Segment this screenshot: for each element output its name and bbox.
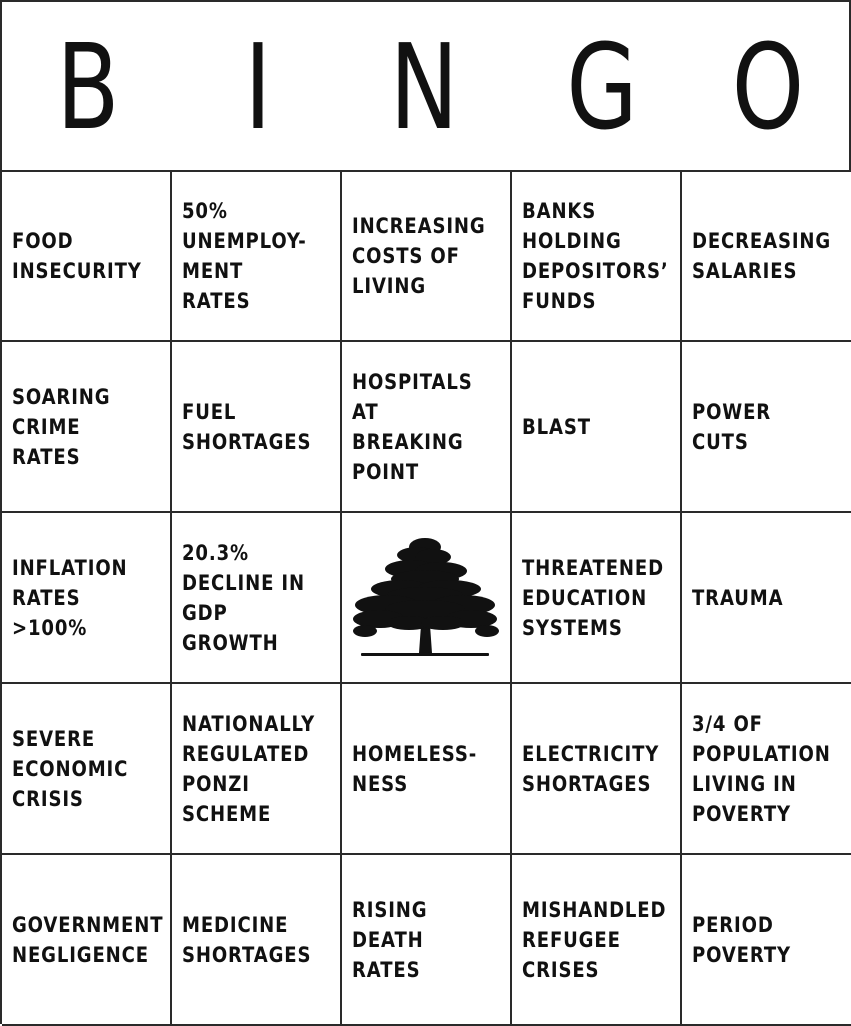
- header-letter-o: O: [731, 18, 805, 156]
- bingo-cell[interactable]: [512, 172, 682, 342]
- cell-label: SEVERE ECONOMIC CRISIS: [12, 726, 129, 811]
- bingo-cell[interactable]: [342, 855, 512, 1026]
- cell-label: THREATENED EDUCATION SYSTEMS: [522, 555, 664, 640]
- bingo-cell[interactable]: [2, 342, 172, 513]
- cell-label: 3/4 OF POPULATION LIVING IN POVERTY: [692, 711, 831, 826]
- bingo-cell[interactable]: [682, 342, 851, 513]
- cell-label: PERIOD POVERTY: [692, 912, 791, 967]
- cell-label: BLAST: [522, 414, 591, 439]
- cell-label: GOVERNMENT NEGLIGENCE: [12, 912, 164, 967]
- bingo-cell[interactable]: [682, 855, 851, 1026]
- bingo-cell[interactable]: [2, 855, 172, 1026]
- cell-label: POWER CUTS: [692, 399, 772, 454]
- cell-label: HOMELESS- NESS: [352, 741, 478, 796]
- cell-label: SOARING CRIME RATES: [12, 384, 111, 469]
- header-letter-g: G: [566, 18, 638, 156]
- bingo-cell[interactable]: [342, 342, 512, 513]
- bingo-cell[interactable]: [172, 342, 342, 513]
- bingo-cell[interactable]: [2, 513, 172, 684]
- bingo-cell[interactable]: [172, 684, 342, 855]
- bingo-cell[interactable]: [512, 684, 682, 855]
- free-space-cell[interactable]: [342, 513, 512, 684]
- bingo-cell[interactable]: [342, 172, 512, 342]
- cell-label: INFLATION RATES >100%: [12, 555, 128, 640]
- bingo-cell[interactable]: [512, 342, 682, 513]
- cell-label: 20.3% DECLINE IN GDP GROWTH: [182, 540, 305, 655]
- bingo-cell[interactable]: [172, 855, 342, 1026]
- bingo-cell[interactable]: [2, 172, 172, 342]
- cedar-tree-icon: [351, 533, 501, 663]
- cell-label: ELECTRICITY SHORTAGES: [522, 741, 660, 796]
- cell-label: FOOD INSECURITY: [12, 229, 142, 283]
- cell-label: NATIONALLY REGULATED PONZI SCHEME: [182, 711, 316, 826]
- cell-label: FUEL SHORTAGES: [182, 399, 312, 454]
- cell-label: TRAUMA: [692, 585, 784, 610]
- bingo-header: [0, 0, 851, 172]
- bingo-grid: [0, 170, 851, 1024]
- header-letter-b: B: [56, 18, 120, 156]
- cell-label: 50% UNEMPLOY- MENT RATES: [182, 199, 307, 313]
- cell-label: DECREASING SALARIES: [692, 229, 832, 283]
- header-letter-n: N: [389, 18, 459, 156]
- bingo-cell[interactable]: [2, 684, 172, 855]
- bingo-cell[interactable]: [682, 513, 851, 684]
- bingo-cell[interactable]: [682, 172, 851, 342]
- bingo-cell[interactable]: [172, 513, 342, 684]
- cell-label: RISING DEATH RATES: [352, 897, 428, 982]
- header-letter-i: I: [244, 18, 272, 156]
- bingo-cell[interactable]: [342, 684, 512, 855]
- cell-label: MEDICINE SHORTAGES: [182, 912, 312, 967]
- bingo-cell[interactable]: [512, 513, 682, 684]
- cell-label: BANKS HOLDING DEPOSITORS’ FUNDS: [522, 199, 669, 313]
- cell-label: MISHANDLED REFUGEE CRISES: [522, 897, 667, 982]
- cell-label: HOSPITALS AT BREAKING POINT: [352, 369, 473, 484]
- cell-label: INCREASING COSTS OF LIVING: [352, 214, 486, 298]
- bingo-cell[interactable]: [172, 172, 342, 342]
- bingo-cell[interactable]: [682, 684, 851, 855]
- bingo-cell[interactable]: [512, 855, 682, 1026]
